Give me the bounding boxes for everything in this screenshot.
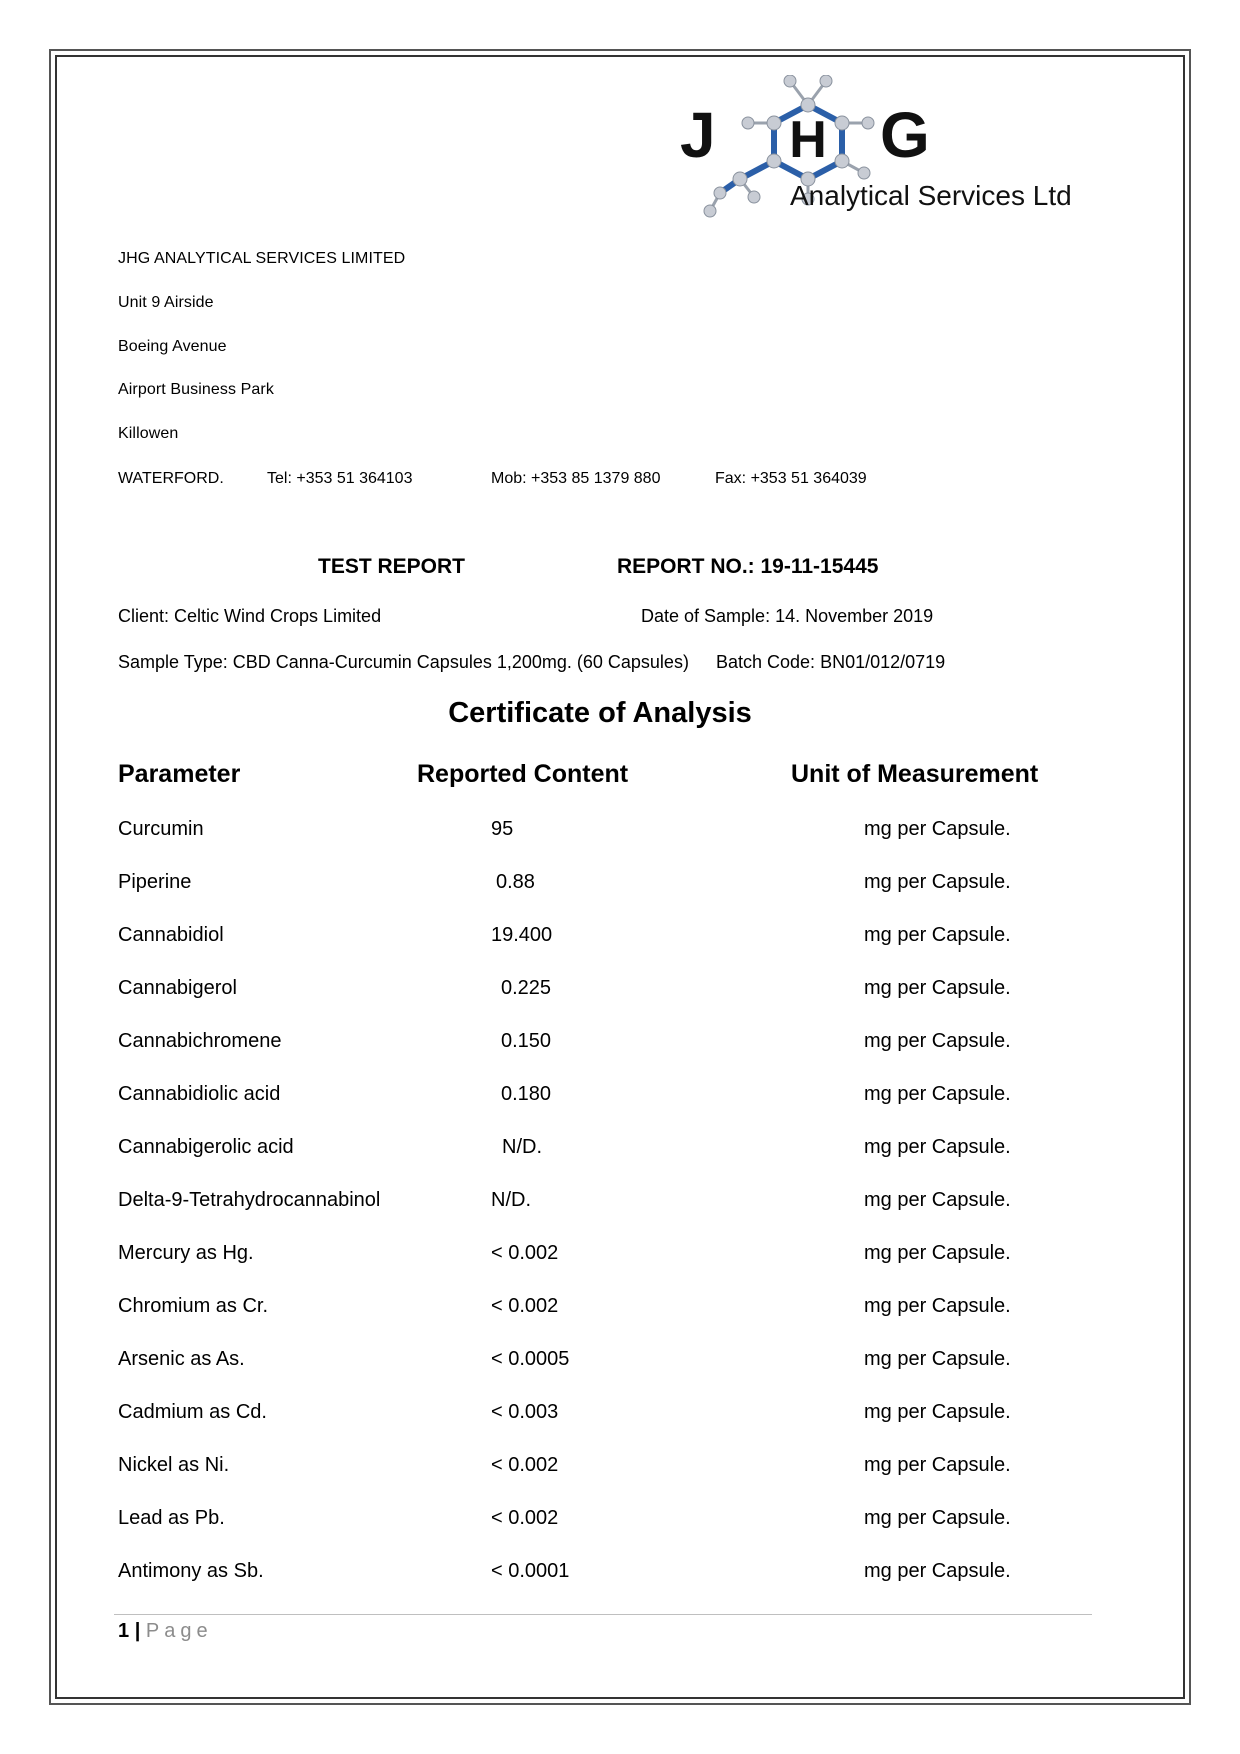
row-content: 19.400 — [491, 924, 553, 946]
row-content: < 0.003 — [491, 1401, 559, 1423]
page-label: Page — [145, 1620, 213, 1642]
table-row — [0, 1242, 1240, 1295]
row-unit: mg per Capsule. — [864, 924, 1011, 946]
company-name: JHG ANALYTICAL SERVICES LIMITED — [118, 250, 406, 267]
sample-date: Date of Sample: 14. November 2019 — [641, 606, 934, 626]
row-parameter: Cannabidiol — [118, 924, 224, 946]
table-row — [0, 1454, 1240, 1507]
row-content: 95 — [491, 818, 514, 840]
row-unit: mg per Capsule. — [864, 977, 1011, 999]
row-unit: mg per Capsule. — [864, 1083, 1011, 1105]
table-row — [0, 977, 1240, 1030]
row-unit: mg per Capsule. — [864, 818, 1011, 840]
row-content: N/D. — [491, 1189, 531, 1211]
row-content: 0.88 — [496, 871, 535, 893]
table-row — [0, 1560, 1240, 1613]
table-row — [0, 818, 1240, 871]
address-line-1: Unit 9 Airside — [118, 294, 214, 311]
address-line-3: Airport Business Park — [118, 381, 274, 398]
mobile: Mob: +353 85 1379 880 — [491, 470, 661, 487]
logo-tagline: Analytical Services Ltd — [790, 180, 1072, 211]
row-content: < 0.0005 — [491, 1348, 570, 1370]
row-unit: mg per Capsule. — [864, 1348, 1011, 1370]
results-table — [0, 818, 1240, 1613]
row-parameter: Lead as Pb. — [118, 1507, 225, 1529]
header-reported-content: Reported Content — [417, 760, 629, 788]
table-row — [0, 1136, 1240, 1189]
table-row — [0, 1507, 1240, 1560]
row-content: < 0.002 — [491, 1454, 559, 1476]
header-parameter: Parameter — [118, 760, 241, 788]
logo-letter-g: G — [880, 99, 930, 171]
table-row — [0, 924, 1240, 977]
row-content: 0.180 — [501, 1083, 552, 1105]
row-parameter: Cannabichromene — [118, 1030, 282, 1052]
table-row — [0, 1083, 1240, 1136]
row-content: < 0.0001 — [491, 1560, 570, 1582]
row-unit: mg per Capsule. — [864, 1454, 1011, 1476]
logo-letter-j: J — [680, 99, 716, 171]
row-parameter: Cannabigerol — [118, 977, 237, 999]
table-row — [0, 1401, 1240, 1454]
report-type: TEST REPORT — [318, 555, 466, 578]
row-parameter: Chromium as Cr. — [118, 1295, 269, 1317]
row-unit: mg per Capsule. — [864, 1507, 1011, 1529]
telephone: Tel: +353 51 364103 — [267, 470, 413, 487]
table-row — [0, 1348, 1240, 1401]
row-content: < 0.002 — [491, 1242, 559, 1264]
row-unit: mg per Capsule. — [864, 1242, 1011, 1264]
row-parameter: Delta-9-Tetrahydrocannabinol — [118, 1189, 381, 1211]
batch-code: Batch Code: BN01/012/0719 — [716, 652, 946, 672]
table-row — [0, 1295, 1240, 1348]
page-number: 1 — [118, 1620, 130, 1642]
logo-letter-h: H — [789, 111, 827, 169]
row-parameter: Nickel as Ni. — [118, 1454, 230, 1476]
row-unit: mg per Capsule. — [864, 1560, 1011, 1582]
address-city: WATERFORD. — [118, 470, 224, 487]
row-parameter: Arsenic as As. — [118, 1348, 245, 1370]
row-content: 0.150 — [501, 1030, 552, 1052]
footer-separator: | — [134, 1620, 141, 1642]
row-unit: mg per Capsule. — [864, 871, 1011, 893]
header-unit: Unit of Measurement — [791, 760, 1039, 788]
row-unit: mg per Capsule. — [864, 1189, 1011, 1211]
client: Client: Celtic Wind Crops Limited — [118, 606, 382, 626]
report-number: REPORT NO.: 19-11-15445 — [617, 555, 879, 578]
row-parameter: Piperine — [118, 871, 192, 893]
row-parameter: Antimony as Sb. — [118, 1560, 264, 1582]
sample-type: Sample Type: CBD Canna-Curcumin Capsules 1,200mg. (60 Capsules) — [118, 652, 689, 672]
footer-divider — [114, 1614, 1092, 1615]
row-unit: mg per Capsule. — [864, 1030, 1011, 1052]
row-parameter: Curcumin — [118, 818, 204, 840]
row-parameter: Cannabidiolic acid — [118, 1083, 281, 1105]
row-unit: mg per Capsule. — [864, 1295, 1011, 1317]
row-parameter: Cadmium as Cd. — [118, 1401, 267, 1423]
row-unit: mg per Capsule. — [864, 1136, 1011, 1158]
certificate-title: Certificate of Analysis — [448, 697, 752, 729]
row-parameter: Mercury as Hg. — [118, 1242, 254, 1264]
row-content: < 0.002 — [491, 1295, 559, 1317]
fax: Fax: +353 51 364039 — [715, 470, 867, 487]
row-content: N/D. — [502, 1136, 542, 1158]
address-line-4: Killowen — [118, 425, 179, 442]
table-row — [0, 871, 1240, 924]
table-row — [0, 1189, 1240, 1242]
row-content: 0.225 — [501, 977, 552, 999]
row-content: < 0.002 — [491, 1507, 559, 1529]
row-parameter: Cannabigerolic acid — [118, 1136, 294, 1158]
address-line-2: Boeing Avenue — [118, 338, 227, 355]
jhg-logo — [680, 75, 1160, 225]
page-footer — [118, 1620, 213, 1643]
row-unit: mg per Capsule. — [864, 1401, 1011, 1423]
table-row — [0, 1030, 1240, 1083]
